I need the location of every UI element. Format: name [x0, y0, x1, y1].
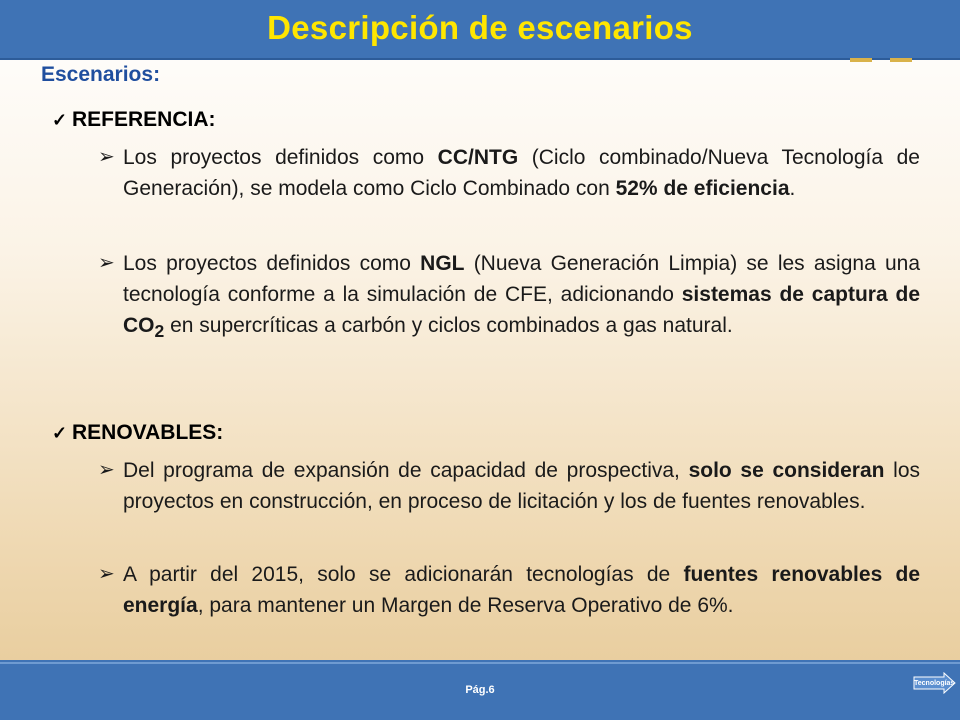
arrow-bullet-icon: ➢ — [98, 563, 115, 585]
slide-title: Descripción de escenarios — [267, 9, 693, 46]
bullet-text: Los proyectos definidos como NGL (Nueva Generación Limpia) se les asigna una tecnología conforme a la simulación de CFE, adicionando sistemas de captura de $CO_2$ en supercríticas a carbón y ciclos combinados a gas natural. — [123, 252, 921, 342]
arrow-bullet-icon: ➢ — [98, 459, 115, 481]
bullet-ngl — [98, 248, 920, 347]
arrow-bullet-icon: ➢ — [98, 146, 115, 168]
footer-divider — [0, 662, 960, 664]
bullet-text: Del programa de expansión de capacidad de prospectiva, solo se consideran los proyectos en construcción, en proceso de licitación y los de fuentes renovables. — [123, 459, 921, 513]
section-heading-referencia: ✓ REFERENCIA: — [52, 108, 216, 131]
title-bar — [0, 0, 960, 60]
arrow-bullet-icon: ➢ — [98, 252, 115, 274]
bullet-text: Los proyectos definidos como CC/NTG (Ciclo combinado/Nueva Tecnología de Generación), se modela como Ciclo Combinado con 52% de eficiencia. — [123, 146, 920, 200]
section-heading-renovables: ✓ RENOVABLES: — [52, 421, 224, 444]
bullet-cc-ntg — [98, 142, 920, 204]
bullet-text: A partir del 2015, solo se adicionarán tecnologías de fuentes renovables de energía, para mantener un Margen de Reserva Operativo de 6%. — [123, 563, 920, 617]
checkmark-icon: ✓ — [52, 110, 68, 130]
page-number: Pág.6 — [465, 684, 495, 696]
bullet-programa-expansion — [98, 455, 920, 517]
decor-bar-left — [850, 58, 872, 62]
bullet-2015-renovables — [98, 559, 920, 621]
subtitle: Escenarios: — [41, 63, 161, 86]
nav-button-label[interactable]: Tecnologías — [914, 680, 955, 687]
checkmark-icon: ✓ — [52, 423, 68, 443]
decor-bar-right — [890, 58, 912, 62]
